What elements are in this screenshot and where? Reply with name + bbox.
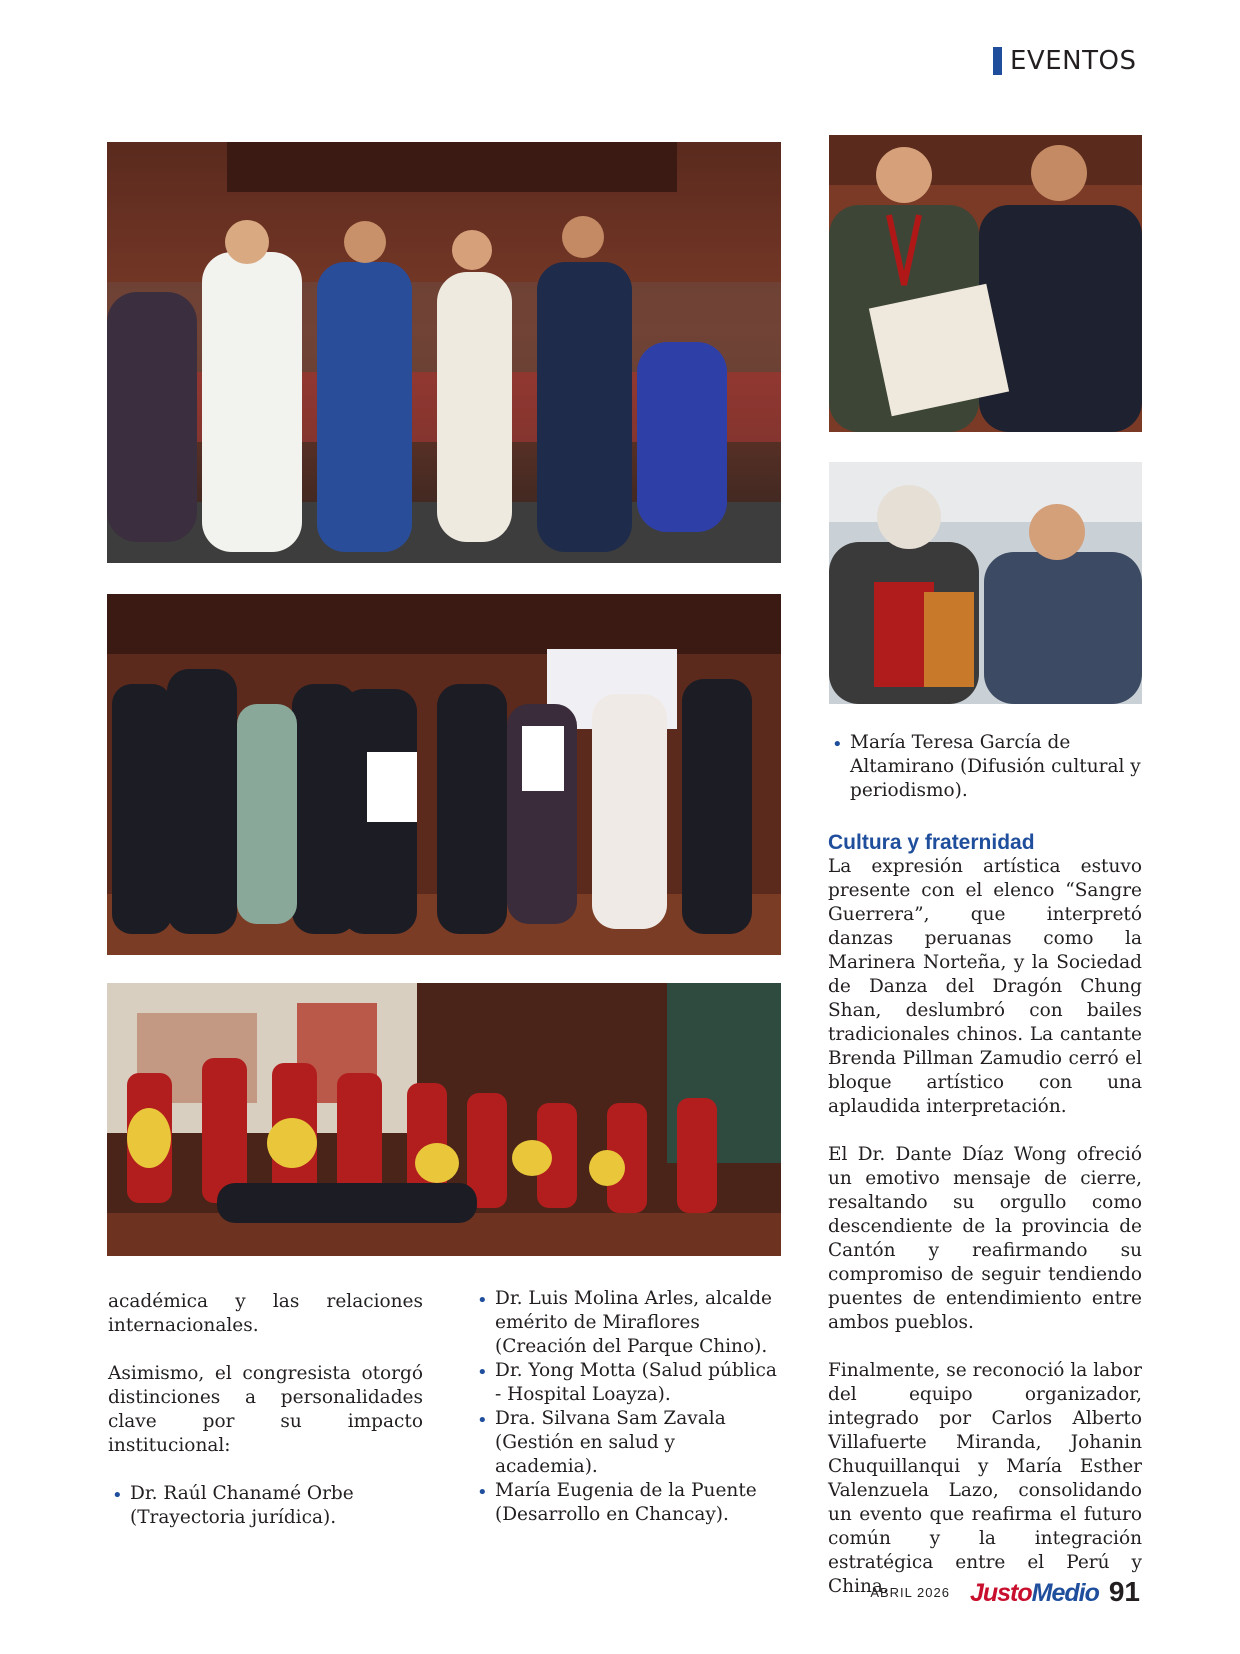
- bullet-icon: •: [477, 1410, 488, 1431]
- list-item: • María Teresa García de Altamirano (Difusión cultural y periodismo).: [832, 732, 1141, 801]
- photo-group-auditorium: [107, 142, 781, 563]
- intro-paragraph: Asimismo, el congresista otorgó distinciones a personalidades clave por su impacto institucional:: [108, 1363, 423, 1456]
- magazine-logo: JustoMedio: [969, 1579, 1099, 1607]
- bullet-icon: •: [832, 734, 843, 755]
- bullet-icon: •: [112, 1485, 123, 1506]
- section-title: EVENTOS: [1010, 46, 1137, 76]
- list-item: • María Eugenia de la Puente (Desarrollo en Chancay).: [477, 1480, 757, 1525]
- text-column-3: [828, 731, 1142, 1599]
- honoree-list-3: [828, 731, 1142, 803]
- page-footer: [870, 1568, 1140, 1608]
- section-tag: [993, 46, 1136, 76]
- continued-paragraph: académica y las relaciones internacionales.: [108, 1291, 423, 1336]
- photo-group-stage-awards: [107, 594, 781, 955]
- paragraph-organizers: Finalmente, se reconoció la labor del equipo organizador, integrado por Carlos Alberto Villafuerte Miranda, Johanin Chuquillanqui y María Esther Valenzuela Lazo, consolidando un evento que reafirma el futuro común y la integración estratégica entre el Perú y China.: [828, 1360, 1142, 1597]
- subheading: Cultura y fraternidad: [828, 831, 1035, 854]
- section-bar: [993, 47, 1002, 75]
- photo-woman-man-magazine: [829, 462, 1142, 704]
- photo-dance-performance: [107, 983, 781, 1256]
- text-column-1: [108, 1290, 423, 1530]
- list-item: • Dr. Raúl Chanamé Orbe (Trayectoria jurídica).: [112, 1483, 354, 1528]
- page-number: 91: [1108, 1576, 1140, 1607]
- list-item: • Dra. Silvana Sam Zavala (Gestión en salud y academia).: [477, 1408, 726, 1477]
- bullet-icon: •: [477, 1362, 488, 1383]
- list-item: • Dr. Luis Molina Arles, alcalde emérito de Miraflores (Creación del Parque Chino).: [477, 1288, 773, 1357]
- text-column-2: [473, 1287, 783, 1527]
- paragraph-closing-message: El Dr. Dante Díaz Wong ofreció un emotivo mensaje de cierre, resaltando su orgullo como descendiente de la provincia de Cantón y reafirmando su compromiso de seguir tendiendo puentes de entendimiento entre ambos pueblos.: [828, 1144, 1142, 1333]
- paragraph-culture: La expresión artística estuvo presente con el elenco “Sangre Guerrera”, que interpretó danzas peruanas como la Marinera Norteña, y la Sociedad de Danza del Dragón Chung Shan, deslumbró con bailes tradicionales chinos. La cantante Brenda Pillman Zamudio cerró el bloque artístico con una aplaudida interpretación.: [828, 856, 1142, 1117]
- bullet-icon: •: [477, 1290, 488, 1311]
- issue-date: ABRIL 2026: [870, 1585, 950, 1600]
- bullet-icon: •: [477, 1482, 488, 1503]
- honoree-list-2: [473, 1287, 783, 1527]
- photo-award-presentation: [829, 135, 1142, 432]
- list-item: • Dr. Yong Motta (Salud pública - Hospital Loayza).: [477, 1360, 777, 1405]
- honoree-list-1: [108, 1482, 423, 1530]
